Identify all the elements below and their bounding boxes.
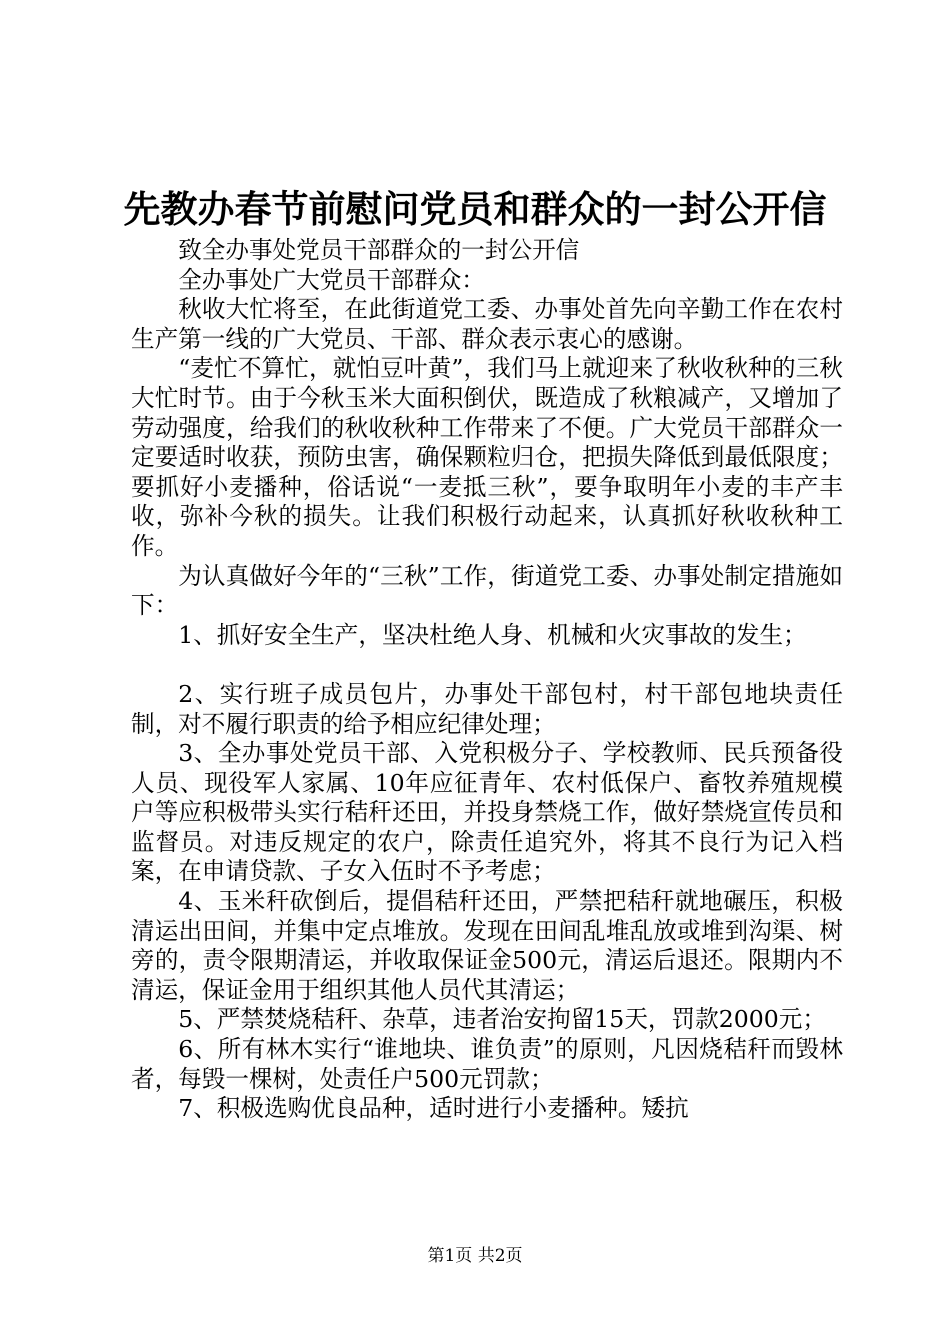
measure-item-2: 2、实行班子成员包片，办事处干部包村，村干部包地块责任制，对不履行职责的给予相应纪律处理； [131, 679, 843, 738]
blank-line [131, 650, 843, 680]
measure-item-4: 4、玉米秆砍倒后，提倡秸秆还田，严禁把秸秆就地碾压，积极清运出田间，并集中定点堆放。发现在田间乱堆乱放或堆到沟渠、树旁的，责令限期清运，并收取保证金500元，清运后退还。限期内不清运，保证金用于组织其他人员代其清运； [131, 887, 843, 1004]
paragraph-thanks: 秋收大忙将至，在此街道党工委、办事处首先向辛勤工作在农村生产第一线的广大党员、干部、群众表示衷心的感谢。 [131, 295, 843, 353]
salutation-recipients: 全办事处广大党员干部群众： [178, 265, 485, 294]
measure-item-7: 7、积极选购优良品种，适时进行小麦播种。矮抗 [178, 1094, 689, 1123]
measure-item-5: 5、严禁焚烧秸秆、杂草，违者治安拘留15天，罚款2000元； [178, 1005, 826, 1034]
measure-item-3: 3、全办事处党员干部、入党积极分子、学校教师、民兵预备役人员、现役军人家属、10年应征青年、农村低保户、畜牧养殖规模户等应积极带头实行秸秆还田，并投身禁烧工作，做好禁烧宣传员和监督员。对违反规定的农户，除责任追究外，将其不良行为记入档案，在申请贷款、子女入伍时不予考虑； [131, 739, 843, 886]
document-title: 先教办春节前慰问党员和群众的一封公开信 [123, 187, 827, 231]
page-number-footer: 第1页 共2页 [427, 1246, 523, 1266]
document-body [131, 236, 843, 1124]
paragraph-measures-intro: 为认真做好今年的“三秋”工作，街道党工委、办事处制定措施如下： [131, 561, 843, 620]
salutation-heading: 致全办事处党员干部群众的一封公开信 [178, 236, 580, 264]
measure-item-6: 6、所有林木实行“谁地块、谁负责”的原则，凡因烧秸秆而毁林者，每毁一棵树，处责任户500元罚款； [131, 1035, 843, 1093]
paragraph-harvest: “麦忙不算忙，就怕豆叶黄”，我们马上就迎来了秋收秋种的三秋大忙时节。由于今秋玉米大面积倒伏，既造成了秋粮减产，又增加了劳动强度，给我们的秋收秋种工作带来了不便。广大党员干部群众一定要适时收获，预防虫害，确保颗粒归仓，把损失降低到最低限度；要抓好小麦播种，俗话说“一麦抵三秋”，要争取明年小麦的丰产丰收，弥补今秋的损失。让我们积极行动起来，认真抓好秋收秋种工作。 [131, 354, 843, 560]
measure-item-1: 1、抓好安全生产，坚决杜绝人身、机械和火灾事故的发生； [178, 620, 807, 649]
